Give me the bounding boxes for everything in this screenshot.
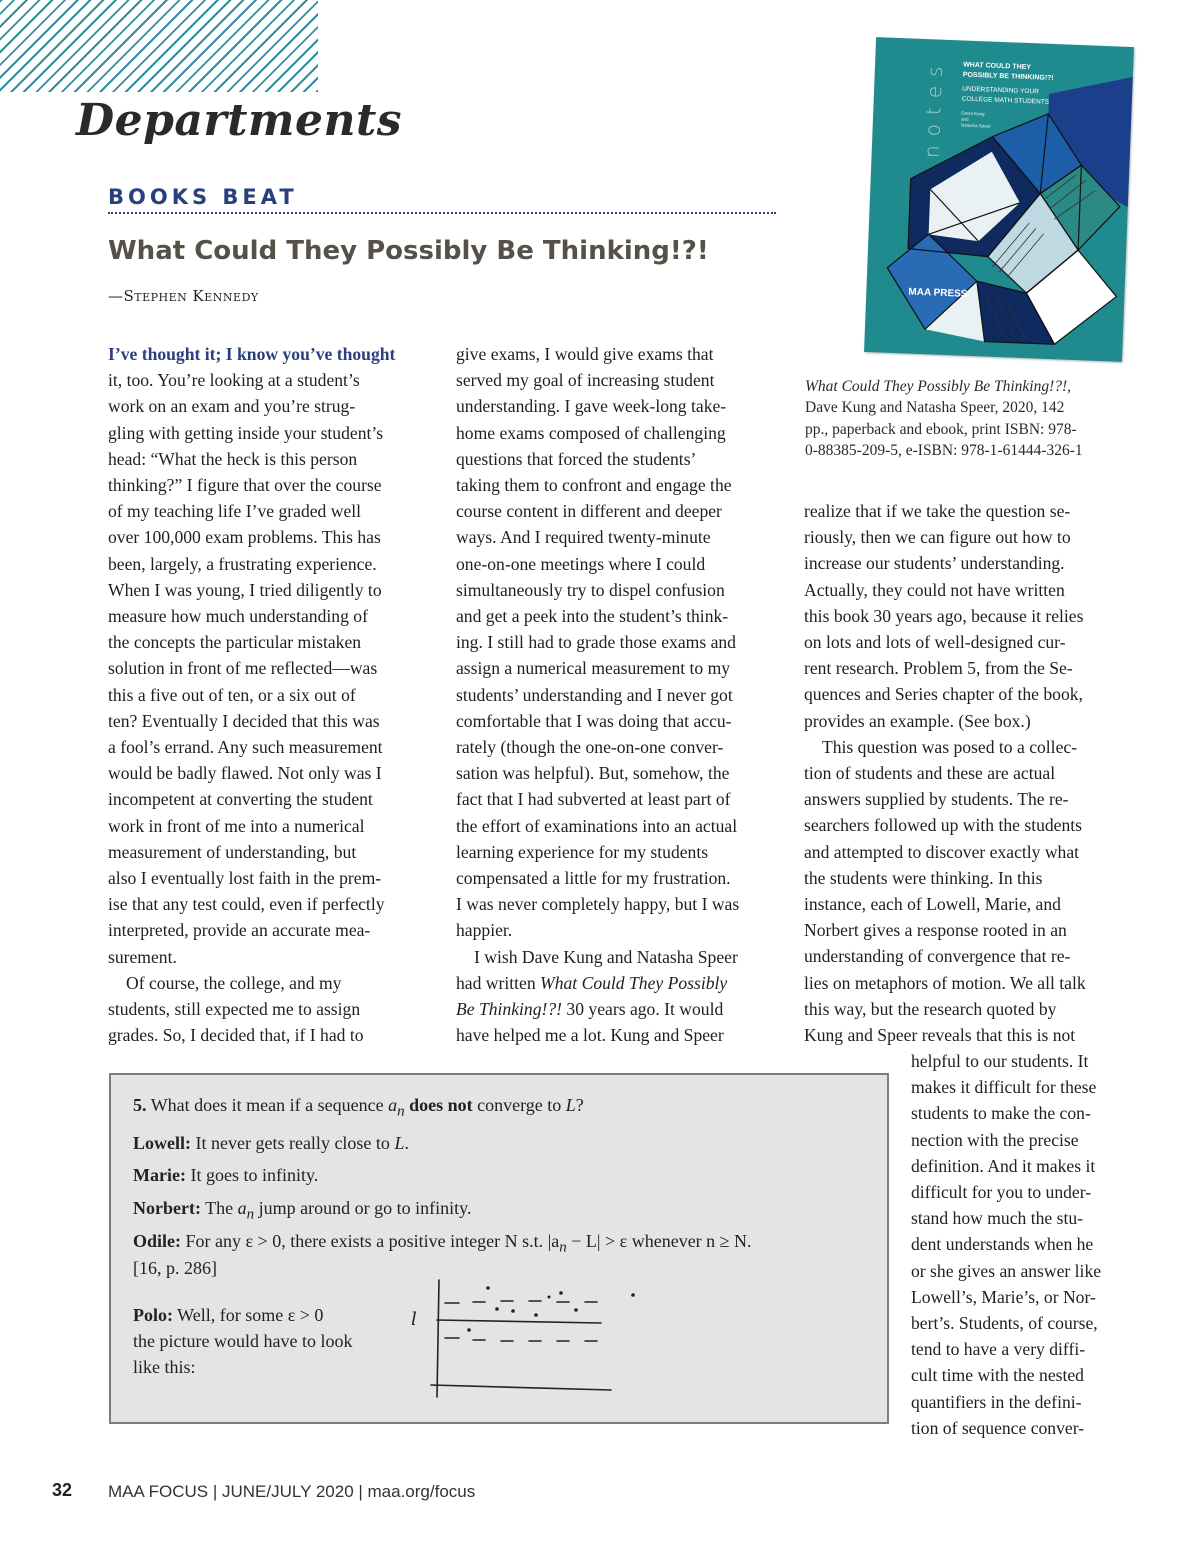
text-line: learning experience for my students <box>456 841 709 862</box>
polo-sketch <box>401 1275 641 1400</box>
text-line: interpreted, provide an accurate mea- <box>108 920 371 941</box>
text-line: or she gives an answer like <box>911 1260 1102 1281</box>
text-line: quantifiers in the defini- <box>911 1391 1082 1412</box>
text-line: students, still expected me to assign <box>108 999 361 1020</box>
text-line: When I was young, I tried diligently to <box>108 579 382 600</box>
caption-line: pp., paperback and ebook, print ISBN: 978- <box>805 420 1077 438</box>
cover-caption <box>805 376 1135 461</box>
text-line: would be badly flawed. Not only was I <box>108 763 382 784</box>
text-line: helpful to our students. It <box>911 1051 1089 1071</box>
text-line: students’ understanding and I never got <box>456 684 733 705</box>
article-column-1 <box>108 341 438 1048</box>
sketch-limit-label: l <box>411 1309 417 1330</box>
text-line: on lots and lots of well-designed cur- <box>804 632 1066 653</box>
text-line: dent understands when he <box>911 1234 1094 1255</box>
text-line: Of course, the college, and my <box>126 972 342 993</box>
text-line: difficult for you to under- <box>911 1182 1092 1203</box>
text-line: and get a peek into the student’s think- <box>456 606 729 627</box>
text-line: rately (though the one-on-one conver- <box>456 737 724 758</box>
text-line: also I eventually lost faith in the prem- <box>108 868 382 889</box>
answer-norbert: Norbert: The $a_n$ jump around or go to infinity. <box>133 1198 472 1223</box>
text-line: tion of students and these are actual <box>804 763 1056 784</box>
text-line: tion of sequence conver- <box>911 1417 1085 1438</box>
text-line: home exams composed of challenging <box>456 422 726 443</box>
text-line: been, largely, a frustrating experience. <box>108 553 377 574</box>
text-line: the students were thinking. In this <box>804 867 1043 888</box>
text-line: of my teaching life I’ve graded well <box>108 501 362 522</box>
text-line: quences and Series chapter of the book, <box>804 684 1083 705</box>
section-label: BOOKS BEAT <box>108 185 298 209</box>
text-line: provides an example. (See box.) <box>804 710 1031 731</box>
text-line: lies on metaphors of motion. We all talk <box>804 972 1086 993</box>
text-line: bert’s. Students, of course, <box>911 1313 1098 1334</box>
text-line <box>456 970 786 996</box>
text-line: makes it difficult for these <box>911 1077 1097 1098</box>
text-line: served my goal of increasing student <box>456 370 715 391</box>
text-line: measurement of understanding, but <box>108 841 357 862</box>
text-line: This question was posed to a collec- <box>822 736 1078 757</box>
text-line: it, too. You’re looking at a student’s <box>108 370 360 391</box>
caption-line: Dave Kung and Natasha Speer, 2020, 142 <box>805 399 1065 417</box>
cover-series: notes <box>919 56 948 159</box>
text-line: ing. I still had to grade those exams and <box>456 632 736 653</box>
answer-polo: Polo: Well, for some ε > 0 the picture would have to look like this: <box>133 1305 353 1377</box>
answer-lowell: Lowell: It never gets really close to L. <box>133 1133 409 1153</box>
article-column-3-narrow <box>911 1048 1141 1441</box>
text-fragment: had written <box>456 972 541 993</box>
text-line: this way, but the research quoted by <box>804 998 1057 1019</box>
text-line: this a five out of ten, or a six out of <box>108 684 356 705</box>
text-line: tend to have a very diffi- <box>911 1339 1086 1360</box>
text-line: Actually, they could not have written <box>804 579 1065 600</box>
text-line: Norbert gives a response rooted in an <box>804 920 1067 941</box>
text-line: taking them to confront and engage the <box>456 475 732 496</box>
text-line: definition. And it makes it <box>911 1155 1096 1176</box>
text-line: understanding of convergence that re- <box>804 946 1071 967</box>
answer-odile: Odile: For any ε > 0, there exists a positive integer N s.t. $|a_n - L| > \varepsilon$ whenever n ≥ N. <box>133 1231 752 1256</box>
text-line: sation was helpful). But, somehow, the <box>456 763 730 784</box>
header-stripes <box>0 0 318 92</box>
text-line: one-on-one meetings where I could <box>456 553 706 574</box>
odile-reference: [16, p. 286] <box>133 1258 217 1278</box>
text-line: ways. And I required twenty-minute <box>456 527 711 548</box>
text-line: gling with getting inside your student’s <box>108 422 384 443</box>
text-line: I was never completely happy, but I was <box>456 894 740 915</box>
text-line: the effort of examinations into an actual <box>456 815 738 836</box>
text-line: this book 30 years ago, because it relies <box>804 605 1084 626</box>
footer-text: MAA FOCUS | JUNE/JULY 2020 | maa.org/focus <box>108 1482 476 1501</box>
problem-box <box>109 1073 889 1424</box>
book-title-italic: What Could They Possibly <box>540 972 728 993</box>
text-line: solution in front of me reflected—was <box>108 658 378 679</box>
text-line: fact that I had subverted at least part of <box>456 789 731 810</box>
article-column-3 <box>804 498 1134 1048</box>
cover-authors: David Kung and Natasha Speer <box>960 110 991 129</box>
problem-question: 5. What does it mean if a sequence $a_n$ does not converge to L? <box>133 1095 584 1120</box>
text-line: understanding. I gave week-long take- <box>456 396 727 417</box>
text-line: happier. <box>456 920 513 941</box>
article-column-2 <box>456 341 786 1048</box>
text-line: students to make the con- <box>911 1103 1091 1124</box>
text-line: work on an exam and you’re strug- <box>108 396 356 417</box>
text-line: rent research. Problem 5, from the Se- <box>804 658 1073 679</box>
cover-press-logo: MAA PRESS <box>908 286 968 300</box>
book-title-italic: Be Thinking!?! <box>456 999 563 1020</box>
text-line: I wish Dave Kung and Natasha Speer <box>474 946 738 967</box>
article-headline: What Could They Possibly Be Thinking!?! <box>108 236 709 266</box>
text-line: thinking?” I figure that over the course <box>108 475 382 496</box>
text-line: nection with the precise <box>911 1129 1079 1150</box>
page-number: 32 <box>52 1480 73 1500</box>
text-line: incompetent at converting the student <box>108 789 373 810</box>
text-line: answers supplied by students. The re- <box>804 789 1069 810</box>
caption-title: What Could They Possibly Be Thinking!?!, <box>805 378 1072 395</box>
text-line: increase our students’ understanding. <box>804 553 1065 574</box>
text-line: Lowell’s, Marie’s, or Nor- <box>911 1286 1096 1307</box>
text-line <box>456 996 786 1022</box>
section-divider <box>108 212 776 214</box>
text-line: questions that forced the students’ <box>456 448 697 469</box>
text-line: searchers followed up with the students <box>804 815 1083 836</box>
text-line: a fool’s errand. Any such measurement <box>108 737 383 758</box>
lede-text: I’ve thought it; I know you’ve thought <box>108 344 396 364</box>
text-line: the concepts the particular mistaken <box>108 632 362 653</box>
text-line: cult time with the nested <box>911 1365 1084 1386</box>
article-byline: —Stephen Kennedy <box>108 287 259 305</box>
cover-title: WHAT COULD THEY POSSIBLY BE THINKING!?! <box>962 61 1054 83</box>
text-line: compensated a little for my frustration. <box>456 868 731 889</box>
text-line: over 100,000 exam problems. This has <box>108 527 381 548</box>
text-line: Kung and Speer reveals that this is not <box>804 1025 1076 1046</box>
text-line: measure how much understanding of <box>108 606 368 627</box>
text-fragment: 30 years ago. It would <box>562 999 724 1020</box>
text-line: course content in different and deeper <box>456 501 722 522</box>
cover-subtitle: UNDERSTANDING YOUR COLLEGE MATH STUDENTS <box>961 85 1050 106</box>
department-title: Departments <box>76 95 403 146</box>
text-line: and attempted to discover exactly what <box>804 841 1080 862</box>
text-line: instance, each of Lowell, Marie, and <box>804 894 1061 915</box>
text-line: have helped me a lot. Kung and Speer <box>456 1025 724 1046</box>
text-line: ise that any test could, even if perfectly <box>108 894 385 915</box>
text-line: head: “What the heck is this person <box>108 448 358 469</box>
text-line: work in front of me into a numerical <box>108 815 365 836</box>
caption-line: 0-88385-209-5, e-ISBN: 978-1-61444-326-1 <box>805 441 1083 459</box>
text-line: surement. <box>108 946 177 967</box>
text-line: riously, then we can figure out how to <box>804 527 1071 548</box>
text-line: realize that if we take the question se- <box>804 501 1071 521</box>
text-line: stand how much the stu- <box>911 1208 1084 1229</box>
answer-marie: Marie: It goes to infinity. <box>133 1165 319 1185</box>
text-line: grades. So, I decided that, if I had to <box>108 1025 364 1046</box>
text-line: assign a numerical measurement to my <box>456 658 731 679</box>
book-cover <box>864 37 1134 362</box>
text-line: give exams, I would give exams that <box>456 344 714 364</box>
text-line: ten? Eventually I decided that this was <box>108 710 380 731</box>
text-line: comfortable that I was doing that accu- <box>456 710 732 731</box>
text-line: simultaneously try to dispel confusion <box>456 579 725 600</box>
